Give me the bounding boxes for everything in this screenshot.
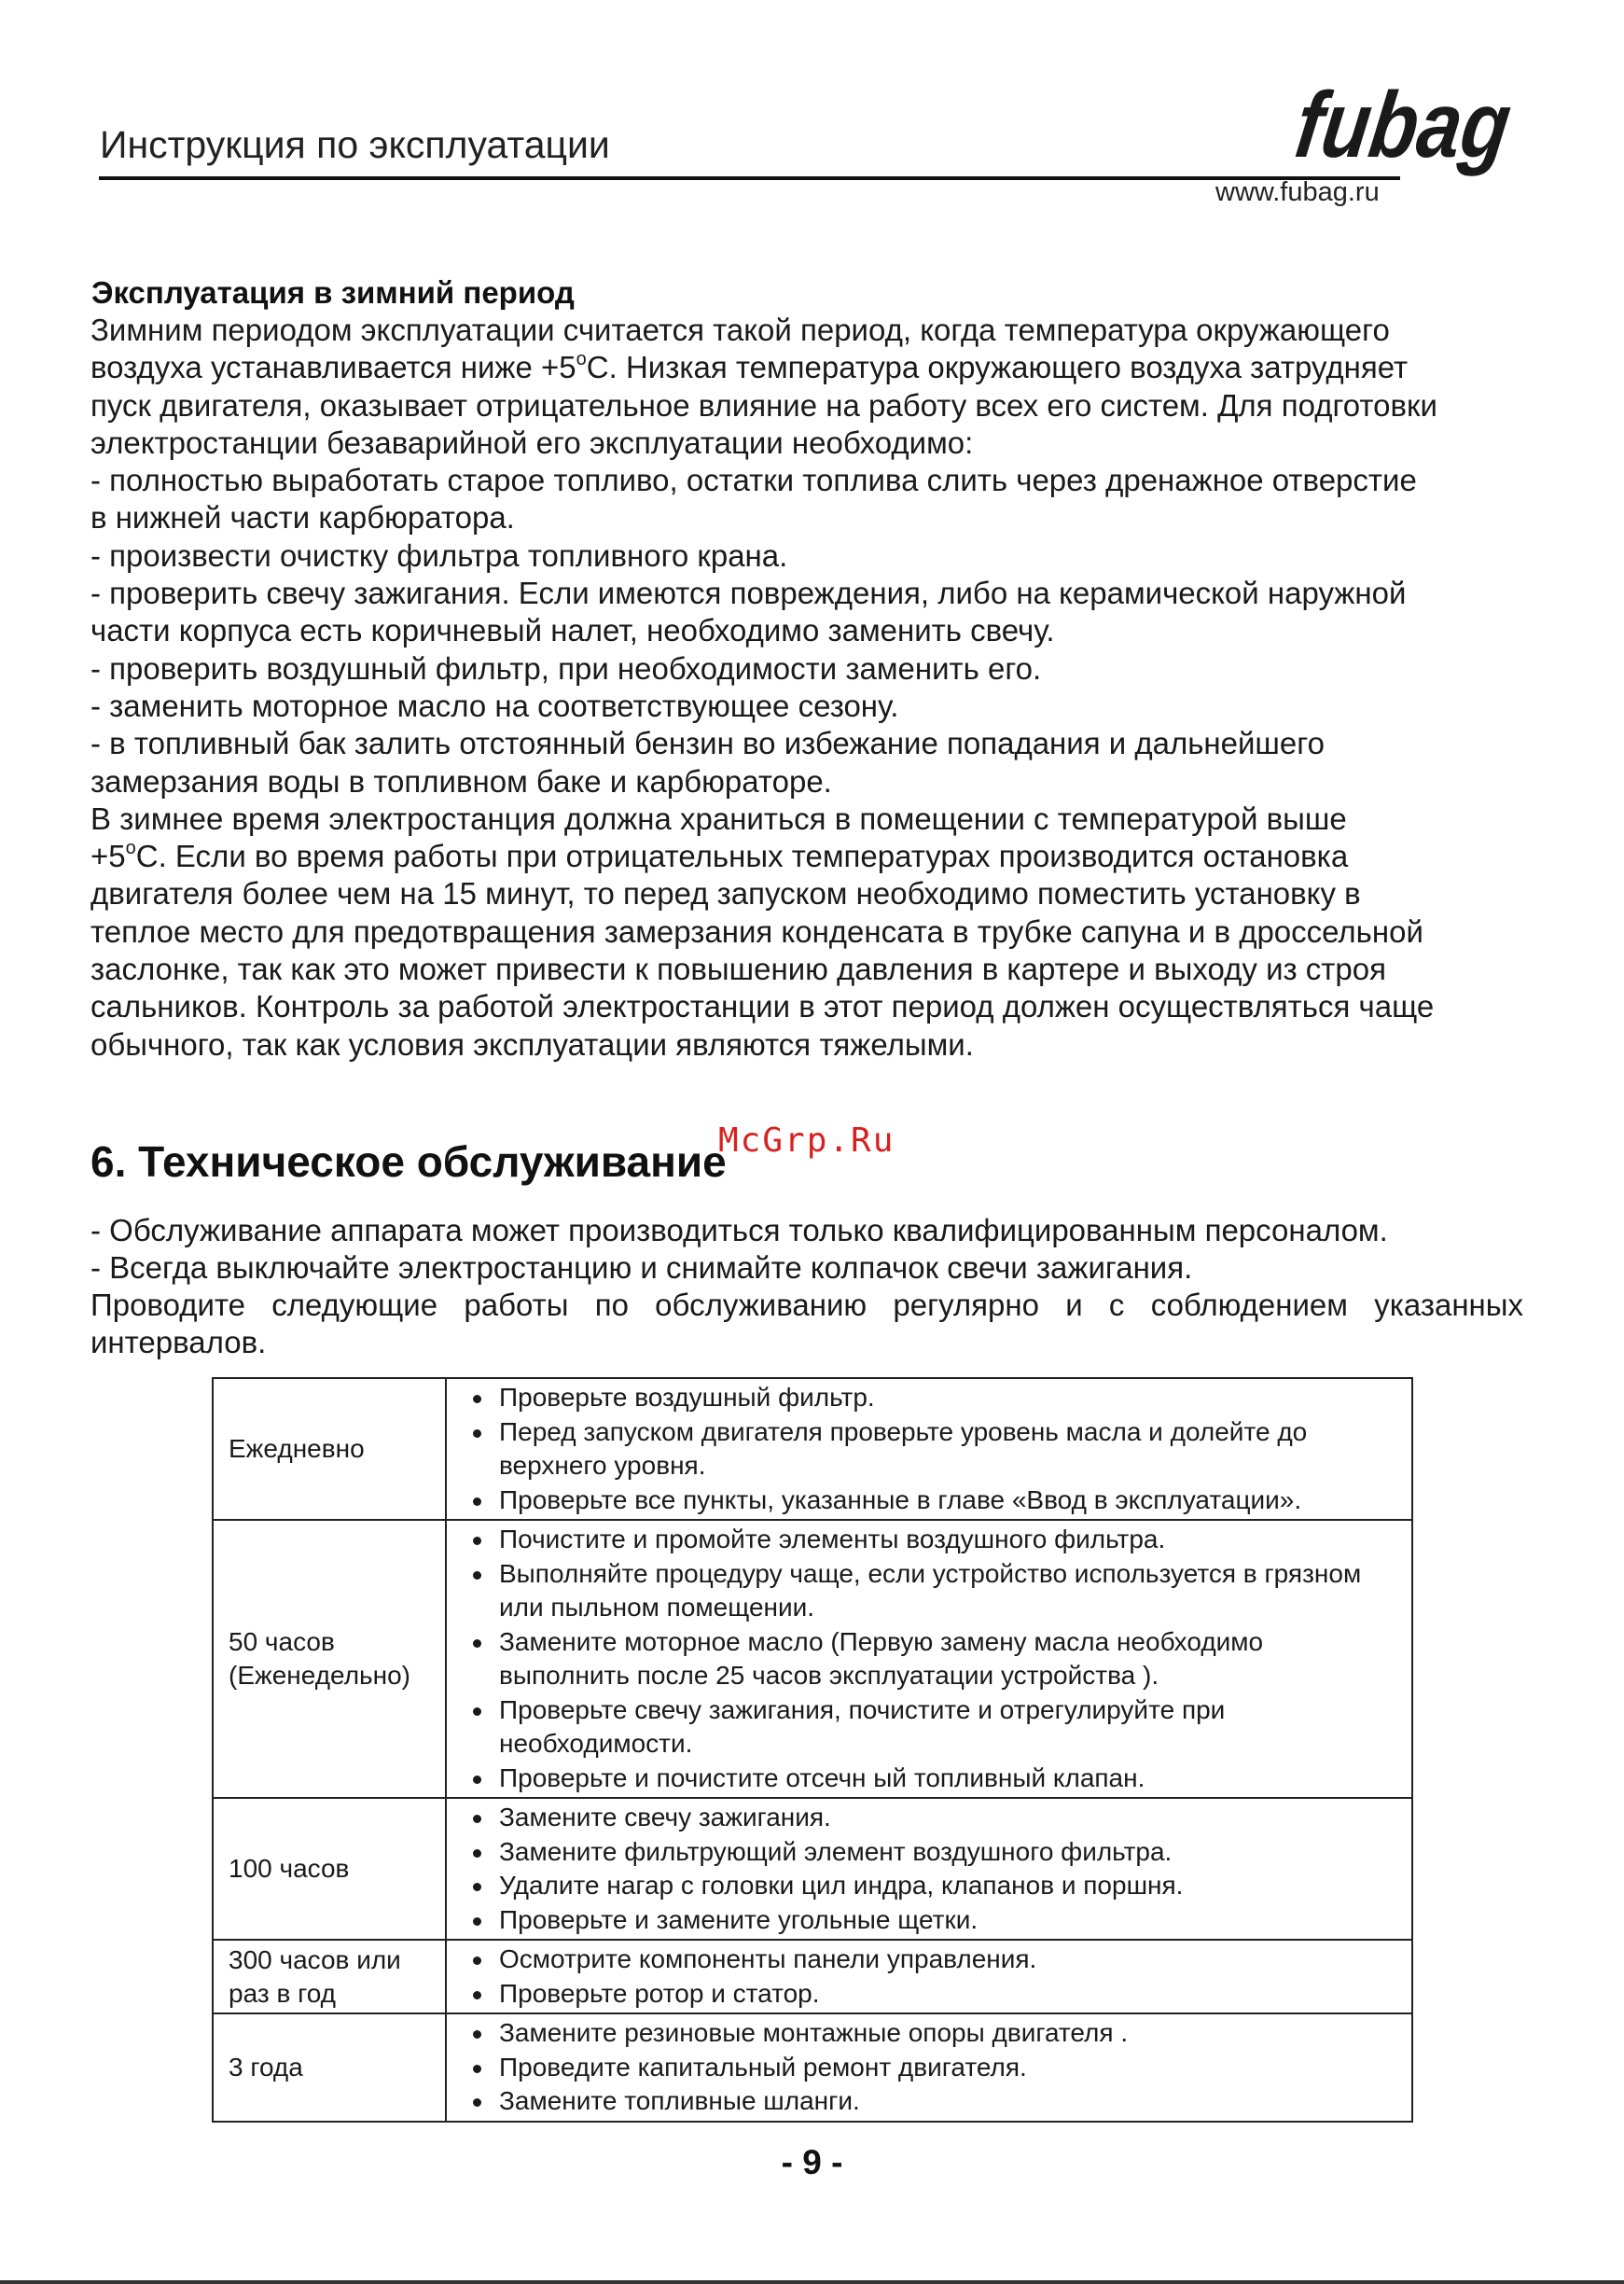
paragraph-line: теплое место для предотвращения замерзания конденсата в трубке сапуна и в дроссельной [90, 913, 1423, 949]
task-item: Осмотрите компоненты панели управления. [471, 1943, 1400, 1977]
maintenance-intro [90, 1212, 1523, 1361]
maintenance-chapter-title: 6. Техническое обслуживание [90, 1137, 727, 1186]
period-cell: 100 часов [213, 1798, 446, 1940]
task-item: Проверьте ротор и статор. [471, 1977, 1400, 2012]
task-item: Замените топливные шланги. [471, 2084, 1400, 2119]
header-divider [99, 176, 1400, 180]
table-row [213, 2013, 1412, 2122]
page-header-title: Инструкция по эксплуатации [100, 123, 610, 166]
task-item: Проверьте и замените угольные щетки. [471, 1903, 1400, 1938]
task-item: Выполняйте процедуру чаще, если устройство используется в грязном или пыльном помещении. [471, 1557, 1400, 1625]
period-cell: 50 часов (Еженедельно) [213, 1520, 446, 1798]
fubag-logo-wordmark: fubag [1289, 73, 1559, 177]
paragraph-line: $+5^oС$. Если во время работы при отрицательных температурах производится остановка [90, 838, 1349, 874]
list-line: - проверить свечу зажигания. Если имеются повреждения, либо на керамической наружной [90, 576, 1407, 611]
tasks-cell [446, 1520, 1412, 1798]
period-cell: 3 года [213, 2013, 446, 2122]
paragraph-line: заслонке, так как это может привести к повышению давления в картере и выходу из строя [90, 952, 1386, 987]
task-item: Проверьте воздушный фильтр. [471, 1381, 1400, 1415]
task-item: Проведите капитальный ремонт двигателя. [471, 2051, 1400, 2085]
list-line: части корпуса есть коричневый налет, необходимо заменить свечу. [90, 613, 1055, 648]
paragraph-line: Зимним периодом эксплуатации считается такой период, когда температура окружающего [90, 313, 1390, 347]
task-item: Проверьте и почистите отсечн ый топливный клапан. [471, 1762, 1400, 1796]
tasks-cell [446, 1940, 1412, 2013]
fubag-logo [1289, 73, 1559, 191]
table-row [213, 1940, 1412, 2013]
period-cell: 300 часов или раз в год [213, 1940, 446, 2013]
task-item: Замените резиновые монтажные опоры двигателя . [471, 2016, 1400, 2051]
task-item: Проверьте все пункты, указанные в главе «Ввод в эксплуатации». [471, 1483, 1400, 1518]
degree-sign: o [125, 838, 136, 859]
intro-line: - Всегда выключайте электростанцию и снимайте колпачок свечи зажигания. [90, 1250, 1193, 1285]
list-line: - заменить моторное масло на соответствующее сезону. [90, 688, 899, 723]
tasks-cell [446, 1798, 1412, 1940]
table-row [213, 1798, 1412, 1940]
tasks-cell [446, 1378, 1412, 1520]
winter-section-title: Эксплуатация в зимний период [91, 275, 575, 310]
task-item: Проверьте свечу зажигания, почистите и отрегулируйте при необходимости. [471, 1693, 1400, 1762]
table-row [213, 1378, 1412, 1520]
task-item: Замените свечу зажигания. [471, 1801, 1400, 1835]
task-item: Перед запуском двигателя проверьте уровень масла и долейте до верхнего уровня. [471, 1415, 1400, 1483]
maintenance-schedule-table [212, 1377, 1413, 2123]
table-row [213, 1520, 1412, 1798]
website-url: www.fubag.ru [1215, 177, 1380, 207]
task-item: Почистите и промойте элементы воздушного фильтра. [471, 1523, 1400, 1557]
intro-line: - Обслуживание аппарата может производиться только квалифицированным персоналом. [90, 1213, 1388, 1247]
paragraph-line: пуск двигателя, оказывает отрицательное влияние на работу всех его систем. Для подготовки [90, 387, 1437, 423]
paragraph-line: электростанции безаварийной его эксплуатации необходимо: [90, 425, 974, 460]
task-item: Удалите нагар с головки цил индра, клапанов и поршня. [471, 1869, 1400, 1903]
task-item: Замените моторное масло (Первую замену масла необходимо выполнить после 25 часов эксплуатации устройства ). [471, 1625, 1400, 1693]
degree-sign: o [576, 349, 587, 370]
tasks-cell [446, 2013, 1412, 2122]
list-line: - в топливный бак залить отстоянный бензин во избежание попадания и дальнейшего [90, 726, 1325, 761]
list-line: в нижней части карбюратора. [90, 500, 515, 536]
intro-line: Проводите следующие работы по обслуживанию регулярно и с соблюдением указанных интервалов. [90, 1288, 1523, 1359]
paragraph-line: обычного, так как условия эксплуатации являются тяжелыми. [90, 1026, 974, 1062]
page-number: - 9 - [781, 2143, 843, 2181]
winter-section-body [90, 312, 1520, 1064]
task-item: Замените фильтрующий элемент воздушного фильтра. [471, 1835, 1400, 1870]
paragraph-line: сальников. Контроль за работой электростанции в этот период должен осуществляться чаще [90, 989, 1435, 1024]
list-line: - проверить воздушный фильтр, при необходимости заменить его. [90, 650, 1042, 686]
paragraph-line: воздуха устанавливается ниже $+5^oС$. Низкая температура окружающего воздуха затрудняет [90, 349, 1409, 385]
watermark: McGrp.Ru [718, 1121, 895, 1160]
footer-divider [0, 2280, 1624, 2284]
paragraph-line: двигателя более чем на 15 минут, то перед запуском необходимо поместить установку в [90, 876, 1361, 912]
paragraph-line: В зимнее время электростанция должна храниться в помещении с температурой выше [90, 801, 1347, 836]
list-line: замерзания воды в топливном баке и карбюраторе. [90, 763, 832, 799]
list-line: - произвести очистку фильтра топливного крана. [90, 537, 788, 573]
period-cell: Ежедневно [213, 1378, 446, 1520]
list-line: - полностью выработать старое топливо, остатки топлива слить через дренажное отверстие [90, 463, 1417, 498]
